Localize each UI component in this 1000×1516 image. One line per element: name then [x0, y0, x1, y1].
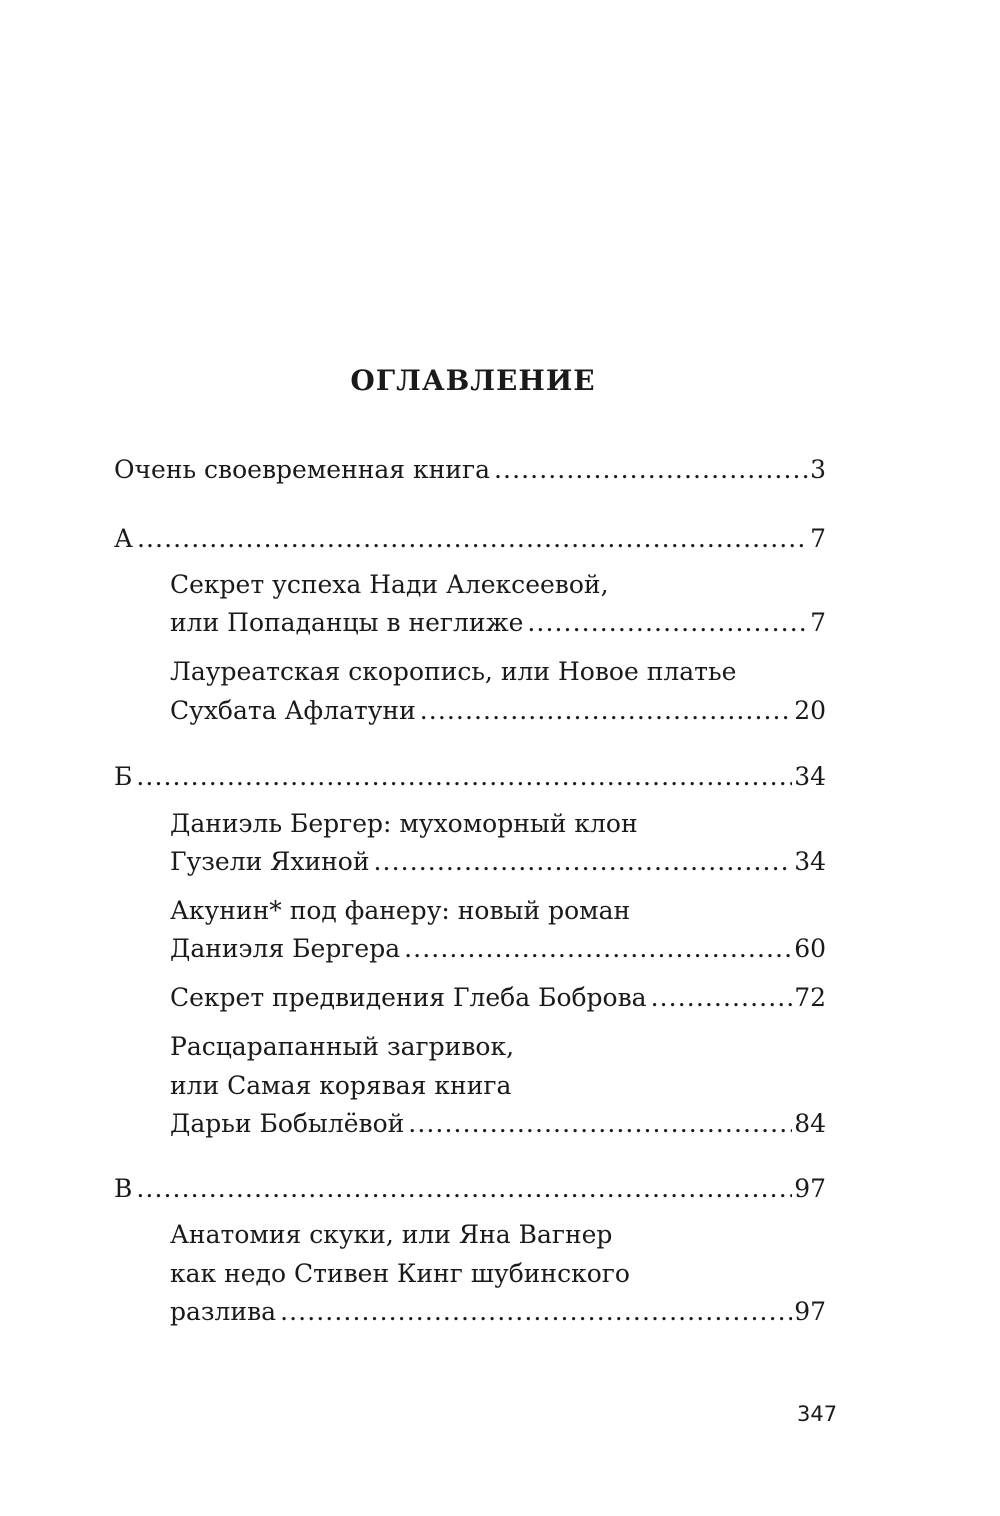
toc-entry-page: 34 — [794, 762, 826, 791]
toc-entry-page: 34 — [794, 847, 826, 876]
page-number: 347 — [797, 1402, 838, 1426]
toc-entry[interactable] — [170, 1297, 826, 1327]
toc-entry-page: 7 — [810, 524, 826, 553]
toc-entry-title: как недо Стивен Кинг шубинского — [170, 1259, 630, 1288]
toc-entry-title: или Попаданцы в неглиже — [170, 608, 524, 637]
toc-entry-page: 60 — [794, 934, 826, 963]
toc-section[interactable] — [114, 762, 826, 792]
toc-entry-page: 72 — [794, 983, 826, 1012]
toc-entry-title: Секрет предвидения Глеба Боброва — [170, 983, 647, 1012]
toc-entry-title-line[interactable] — [170, 1259, 826, 1289]
toc-entry-title: Очень своевременная книга — [114, 455, 490, 484]
leader-dots — [280, 1297, 792, 1327]
toc-entry-title: Дарьи Бобылёвой — [170, 1109, 405, 1138]
toc-entry-title: Акунин* под фанеру: новый роман — [170, 896, 631, 925]
toc-section-letter: Б — [114, 762, 133, 791]
toc-entry-title-line[interactable] — [170, 657, 826, 687]
toc-entry-page: 84 — [794, 1109, 826, 1138]
leader-dots — [137, 524, 808, 554]
toc-entry[interactable] — [170, 983, 826, 1013]
toc-entry[interactable] — [114, 455, 826, 485]
toc-section-letter: В — [114, 1174, 133, 1203]
toc-entry-title: Секрет успеха Нади Алексеевой, — [170, 570, 609, 599]
leader-dots — [494, 455, 808, 485]
toc-entry-title: Лауреатская скоропись, или Новое платье — [170, 657, 737, 686]
toc-entry-title: разлива — [170, 1297, 277, 1326]
toc-entry-title-line[interactable] — [170, 896, 826, 926]
toc-entry-page: 97 — [794, 1297, 826, 1326]
toc-entry-title: Анатомия скуки, или Яна Вагнер — [170, 1220, 613, 1249]
toc-entry-title: Гузели Яхиной — [170, 847, 370, 876]
toc-section[interactable] — [114, 1174, 826, 1204]
toc-entry[interactable] — [170, 1109, 826, 1139]
toc-entry-title-line[interactable] — [170, 809, 826, 839]
toc-entry-page: 7 — [810, 608, 826, 637]
toc-entry-page: 97 — [794, 1174, 826, 1203]
toc-entry-title-line[interactable] — [170, 570, 826, 600]
toc-entry[interactable] — [170, 608, 826, 638]
toc-entry-title-line[interactable] — [170, 1071, 826, 1101]
toc-entry-title-line[interactable] — [170, 1032, 826, 1062]
toc-section[interactable] — [114, 524, 826, 554]
toc-entry-page: 20 — [794, 696, 826, 725]
toc-entry-title: или Самая корявая книга — [170, 1071, 512, 1100]
toc-section-letter: А — [114, 524, 133, 553]
leader-dots — [136, 762, 792, 792]
toc-entry-title: Даниэля Бергера — [170, 934, 401, 963]
leader-dots — [374, 847, 793, 877]
toc-entry-title: Даниэль Бергер: мухоморный клон — [170, 809, 638, 838]
leader-dots — [527, 608, 808, 638]
toc-entry-title-line[interactable] — [170, 1220, 826, 1250]
toc-entry[interactable] — [170, 847, 826, 877]
leader-dots — [404, 934, 792, 964]
toc-entry-title: Расцарапанный загривок, — [170, 1032, 515, 1061]
toc-heading: ОГЛАВЛЕНИЕ — [350, 364, 596, 397]
leader-dots — [408, 1109, 792, 1139]
leader-dots — [420, 696, 792, 726]
leader-dots — [651, 983, 793, 1013]
toc-entry[interactable] — [170, 696, 826, 726]
toc-entry-title: Сухбата Афлатуни — [170, 696, 416, 725]
toc-entry-page: 3 — [810, 455, 826, 484]
leader-dots — [136, 1174, 792, 1204]
toc-entry[interactable] — [170, 934, 826, 964]
